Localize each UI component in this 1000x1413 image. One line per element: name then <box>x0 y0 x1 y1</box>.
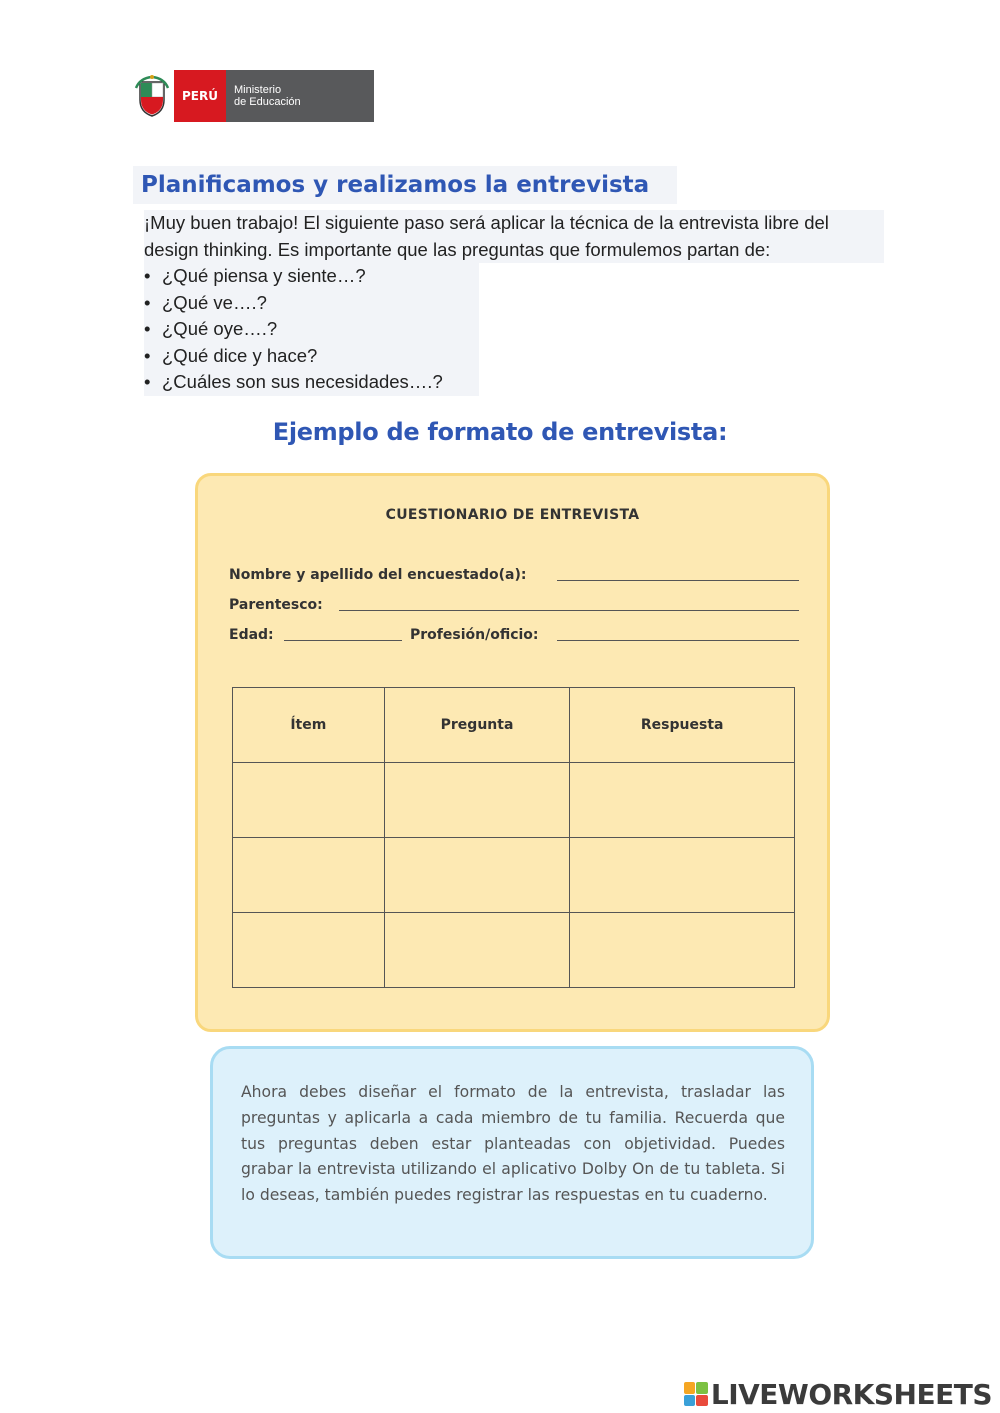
name-field-label: Nombre y apellido del encuestado(a): <box>229 567 527 583</box>
section-title: Planificamos y realizamos la entrevista <box>133 166 677 204</box>
age-field-line[interactable] <box>284 640 402 641</box>
table-cell[interactable] <box>384 913 570 988</box>
bullet-item: • ¿Cuáles son sus necesidades….? <box>144 369 479 396</box>
instruction-note: Ahora debes diseñar el formato de la entrevista, trasladar las preguntas y aplicarla a cada miembro de tu familia. Recuerda que tus preguntas deben estar planteadas con objetividad. Puedes grabar la entrevista utilizando el aplicativo Dolby On de tu tableta. Si lo deseas, también puedes registrar las respuestas en tu cuaderno. <box>210 1046 814 1259</box>
peru-label-block <box>174 70 226 122</box>
peru-coat-of-arms-icon <box>130 70 174 122</box>
bullet-item: • ¿Qué piensa y siente…? <box>144 263 479 290</box>
ministry-logo <box>130 70 374 122</box>
table-header-question: Pregunta <box>384 688 570 763</box>
liveworksheets-brand <box>684 1377 992 1411</box>
intro-block <box>144 210 884 396</box>
table-header-item: Ítem <box>233 688 385 763</box>
relation-field-label: Parentesco: <box>229 597 323 613</box>
table-header-row <box>233 688 795 763</box>
bullet-item: • ¿Qué dice y hace? <box>144 343 479 370</box>
table-cell[interactable] <box>570 838 795 913</box>
bullet-item: • ¿Qué oye….? <box>144 316 479 343</box>
table-cell[interactable] <box>233 838 385 913</box>
questionnaire-title: CUESTIONARIO DE ENTREVISTA <box>385 507 640 523</box>
name-field-line[interactable] <box>557 580 799 581</box>
ministry-label-block <box>226 70 374 122</box>
question-bullet-list <box>144 263 884 396</box>
questionnaire-card <box>195 473 830 1032</box>
table-cell[interactable] <box>570 913 795 988</box>
table-cell[interactable] <box>233 913 385 988</box>
table-row <box>233 763 795 838</box>
table-row <box>233 838 795 913</box>
table-cell[interactable] <box>384 763 570 838</box>
age-field-label: Edad: <box>229 627 274 643</box>
ministry-line-2: de Educación <box>234 96 301 108</box>
example-title: Ejemplo de formato de entrevista: <box>272 418 728 446</box>
liveworksheets-logo-icon <box>684 1382 708 1406</box>
brand-name: LIVEWORKSHEETS <box>710 1377 992 1411</box>
table-cell[interactable] <box>570 763 795 838</box>
bullet-item: • ¿Qué ve….? <box>144 290 479 317</box>
profession-field-line[interactable] <box>557 640 799 641</box>
profession-field-label: Profesión/oficio: <box>410 627 539 643</box>
intro-paragraph: ¡Muy buen trabajo! El siguiente paso será aplicar la técnica de la entrevista libre del design thinking. Es importante que las preguntas que formulemos partan de: <box>144 210 884 263</box>
table-row <box>233 913 795 988</box>
interview-table <box>232 687 795 988</box>
table-cell[interactable] <box>384 838 570 913</box>
relation-field-line[interactable] <box>339 610 799 611</box>
ministry-line-1: Ministerio <box>234 84 282 96</box>
table-header-answer: Respuesta <box>570 688 795 763</box>
country-label: PERÚ <box>182 89 218 103</box>
table-cell[interactable] <box>233 763 385 838</box>
